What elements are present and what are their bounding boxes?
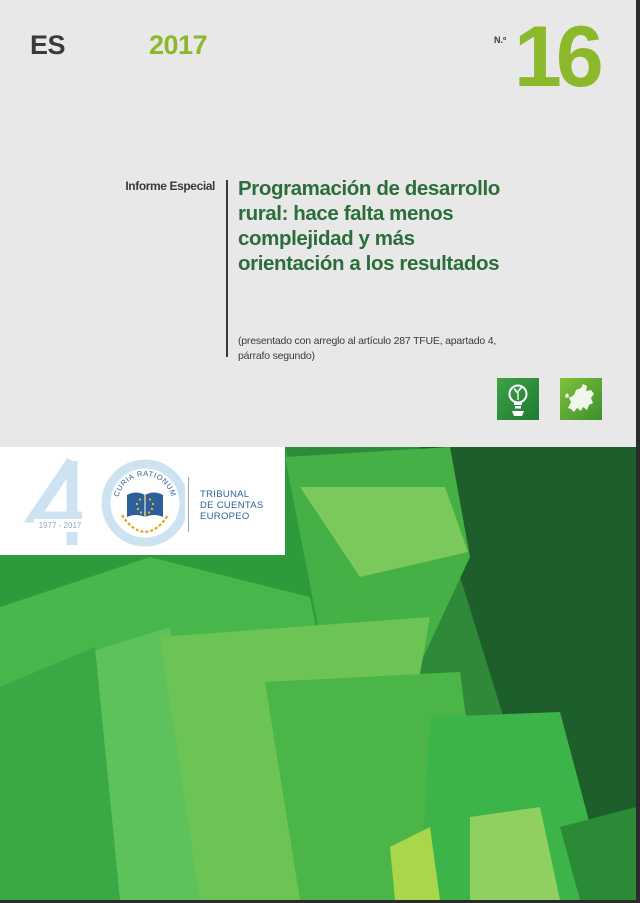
report-title: Programación de desarrollo rural: hace falta menos complejidad y más orientación a los resultados bbox=[238, 177, 500, 275]
organization-name-line: EUROPEO bbox=[200, 511, 250, 522]
anniversary-years: 1977 - 2017 bbox=[38, 521, 82, 530]
title-divider bbox=[226, 180, 228, 357]
europe-map-icon bbox=[560, 378, 602, 420]
document-type: Informe Especial bbox=[125, 179, 215, 193]
report-number: 16 bbox=[514, 9, 598, 105]
logo-motto: CURIA RATIONUM bbox=[111, 468, 179, 498]
organization-name-line: DE CUENTAS bbox=[200, 500, 264, 511]
publication-year: 2017 bbox=[149, 30, 208, 60]
number-label: N.º bbox=[494, 35, 507, 45]
page-shadow-right bbox=[636, 0, 640, 903]
logo-divider bbox=[188, 477, 189, 532]
organization-name bbox=[200, 489, 264, 522]
anniversary-emblem bbox=[20, 455, 185, 550]
lightbulb-plant-icon bbox=[497, 378, 539, 420]
organization-name-line: TRIBUNAL bbox=[200, 489, 250, 500]
report-subtitle: (presentado con arreglo al artículo 287 TFUE, apartado 4, párrafo segundo) bbox=[238, 335, 497, 362]
language-code: ES bbox=[30, 30, 66, 60]
